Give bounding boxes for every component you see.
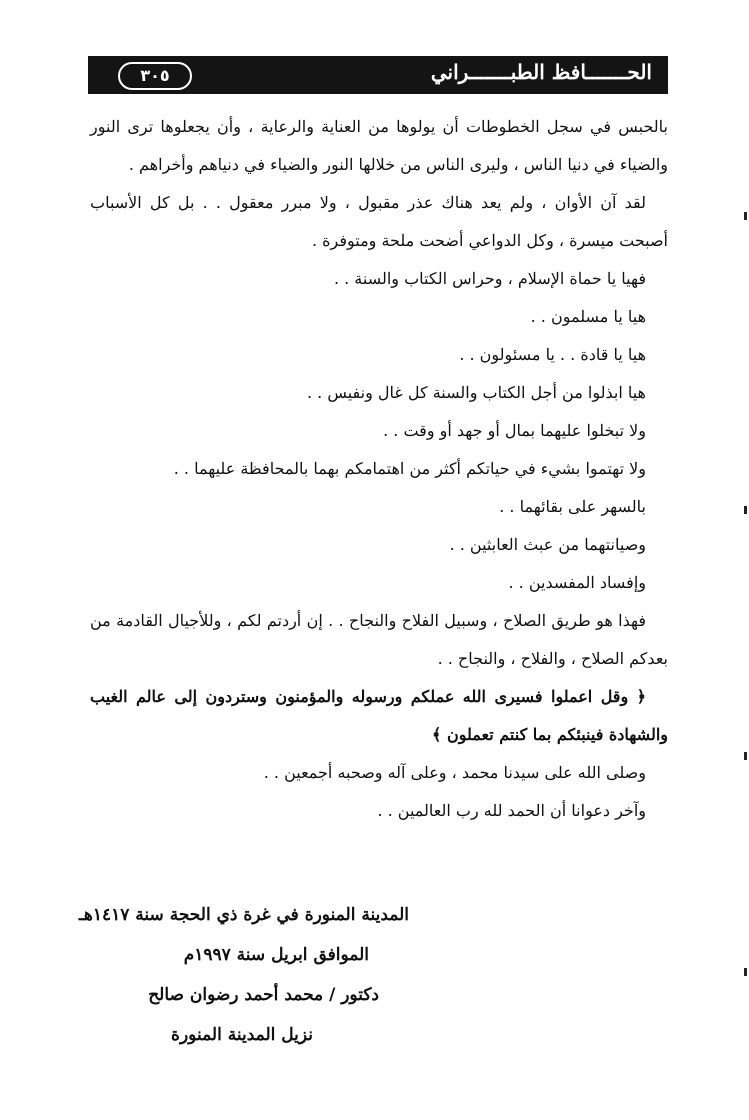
signature-residence: نزيل المدينة المنورة bbox=[171, 1025, 313, 1045]
paragraph-1: بالحبس في سجل الخطوطات أن يولوها من العناية والرعاية ، وأن يجعلوها ترى النور والضياء في دنيا الناس ، وليرى الناس من خلالها النور والضياء في دنياهم وأخراهم . bbox=[90, 117, 668, 174]
quran-verse: ﴿ وقل اعملوا فسيرى الله عملكم ورسوله والمؤمنون وستردون إلى عالم الغيب والشهادة فينبئكم بما كنتم تعملون ﴾ bbox=[90, 687, 668, 744]
exhortation-line: هيا يا قادة . . يا مسئولون . . bbox=[459, 345, 646, 364]
exhortation-line: هيا يا مسلمون . . bbox=[530, 307, 646, 326]
signature-block bbox=[79, 895, 409, 1055]
closing-line: وصلى الله على سيدنا محمد ، وعلى آله وصحبه أجمعين . . bbox=[263, 763, 646, 782]
page-number: ٣٠٥ bbox=[118, 62, 192, 90]
exhortation-line: وصيانتهما من عبث العابثين . . bbox=[449, 535, 646, 554]
exhortation-line: ولا تبخلوا عليهما بمال أو جهد أو وقت . . bbox=[383, 421, 646, 440]
paragraph-2: لقد آن الأوان ، ولم يعد هناك عذر مقبول ، ولا مبرر معقول . . بل كل الأسباب أصبحت ميسرة ، وكل الدواعي أضحت ملحة ومتوفرة . bbox=[90, 193, 668, 250]
signature-gregorian-date: الموافق ابريل سنة ١٩٩٧م bbox=[183, 945, 369, 965]
exhortation-line: هيا ابذلوا من أجل الكتاب والسنة كل غال ونفيس . . bbox=[306, 383, 646, 402]
margin-mark bbox=[744, 752, 747, 760]
signature-author: دكتور / محمد أحمد رضوان صالح bbox=[148, 985, 379, 1005]
exhortation-line: ولا تهتموا بشيء في حياتكم أكثر من اهتمامكم بهما بالمحافظة عليهما . . bbox=[173, 459, 646, 478]
body-text bbox=[90, 108, 668, 830]
margin-mark bbox=[744, 212, 747, 220]
running-header bbox=[88, 56, 668, 94]
exhortation-line: وإفساد المفسدين . . bbox=[508, 573, 646, 592]
exhortation-line: بالسهر على بقائهما . . bbox=[499, 497, 646, 516]
margin-mark bbox=[744, 968, 747, 976]
closing-line: وآخر دعوانا أن الحمد لله رب العالمين . . bbox=[377, 801, 646, 820]
signature-place-date: المدينة المنورة في غرة ذي الحجة سنة ١٤١٧هـ bbox=[78, 905, 409, 925]
margin-mark bbox=[744, 506, 747, 514]
paragraph-3: فهذا هو طريق الصلاح ، وسبيل الفلاح والنجاح . . إن أردتم لكم ، وللأجيال القادمة من بعدكم الصلاح ، والفلاح ، والنجاح . . bbox=[90, 611, 668, 668]
exhortation-line: فهيا يا حماة الإسلام ، وحراس الكتاب والسنة . . bbox=[333, 269, 646, 288]
header-title: الحـــــــافظ الطبـــــــراني bbox=[430, 60, 652, 84]
